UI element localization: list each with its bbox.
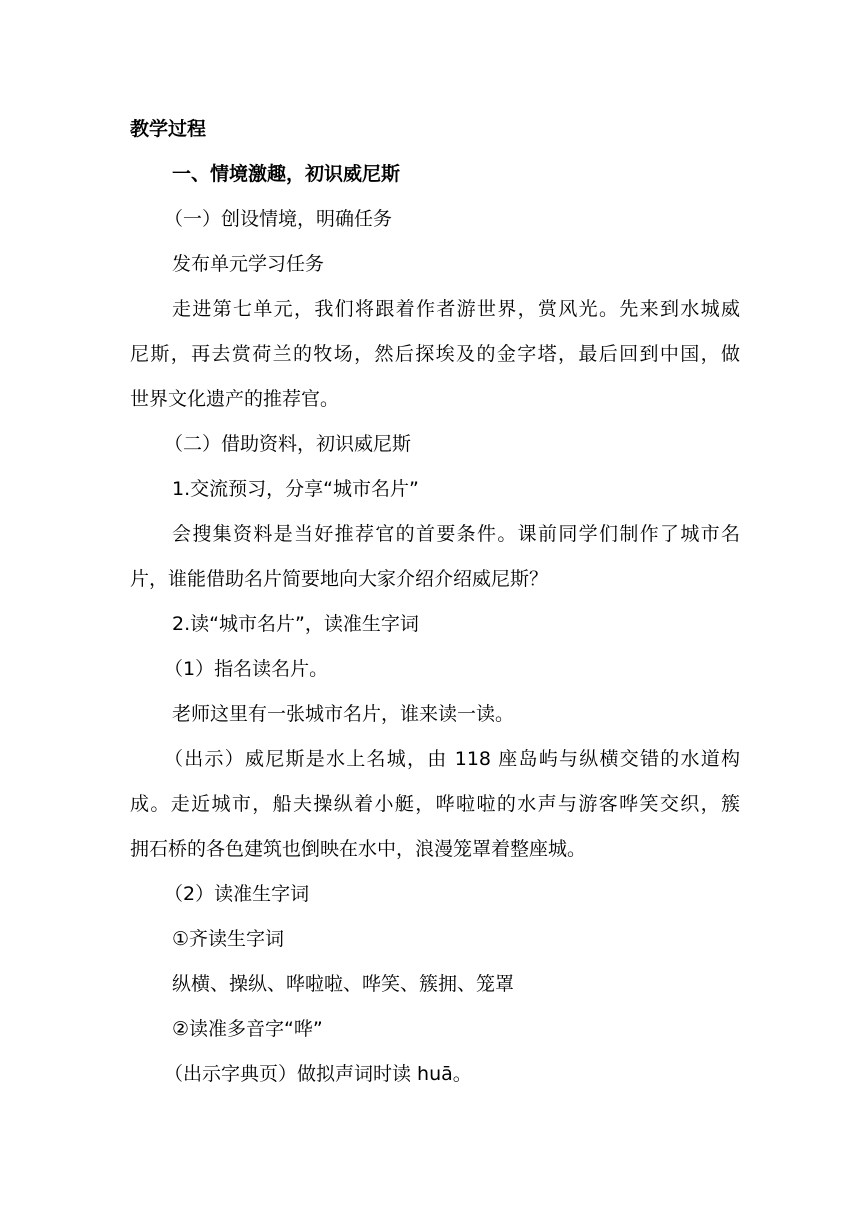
paragraph-line: 片，谁能借助名片简要地向大家介绍介绍威尼斯？ [130,568,549,590]
section-title: 一、情境激趣，初识威尼斯 [172,163,401,185]
dictionary-line: （出示字典页）做拟声词时读 huā。 [164,1063,472,1085]
step-title: 2.读“城市名片”，读准生字词 [172,613,419,635]
paragraph-line: 拥石桥的各色建筑也倒映在水中，浪漫笼罩着整座城。 [130,838,587,860]
paragraph-line: 世界文化遗产的推荐官。 [130,388,340,410]
item-title: （1）指名读名片。 [164,658,329,680]
teacher-line: 老师这里有一张城市名片，谁来读一读。 [172,703,515,725]
document-heading: 教学过程 [130,118,207,140]
subsection-title: （一）创设情境，明确任务 [164,208,393,230]
paragraph-line: （出示）威尼斯是水上名城，由 118 座岛屿与纵横交错的水道构 [164,748,740,770]
paragraph-line: 尼斯，再去赏荷兰的牧场，然后探埃及的金字塔，最后回到中国，做 [130,343,740,365]
paragraph-line: 会搜集资料是当好推荐官的首要条件。课前同学们制作了城市名 [172,523,740,545]
subsection-title: （二）借助资料，初识威尼斯 [164,433,412,455]
paragraph-line: 成。走近城市，船夫操纵着小艇，哗啦啦的水声与游客哗笑交织，簇 [130,793,740,815]
step-title: 1.交流预习，分享“城市名片” [172,478,419,500]
numbered-step: ①齐读生字词 [172,928,285,950]
task-title: 发布单元学习任务 [172,253,325,275]
numbered-step: ②读准多音字“哗” [172,1018,323,1040]
word-list: 纵横、操纵、哗啦啦、哗笑、簇拥、笼罩 [172,973,515,995]
paragraph-line: 走进第七单元，我们将跟着作者游世界，赏风光。先来到水城威 [172,298,740,320]
item-title: （2）读准生字词 [164,883,310,905]
